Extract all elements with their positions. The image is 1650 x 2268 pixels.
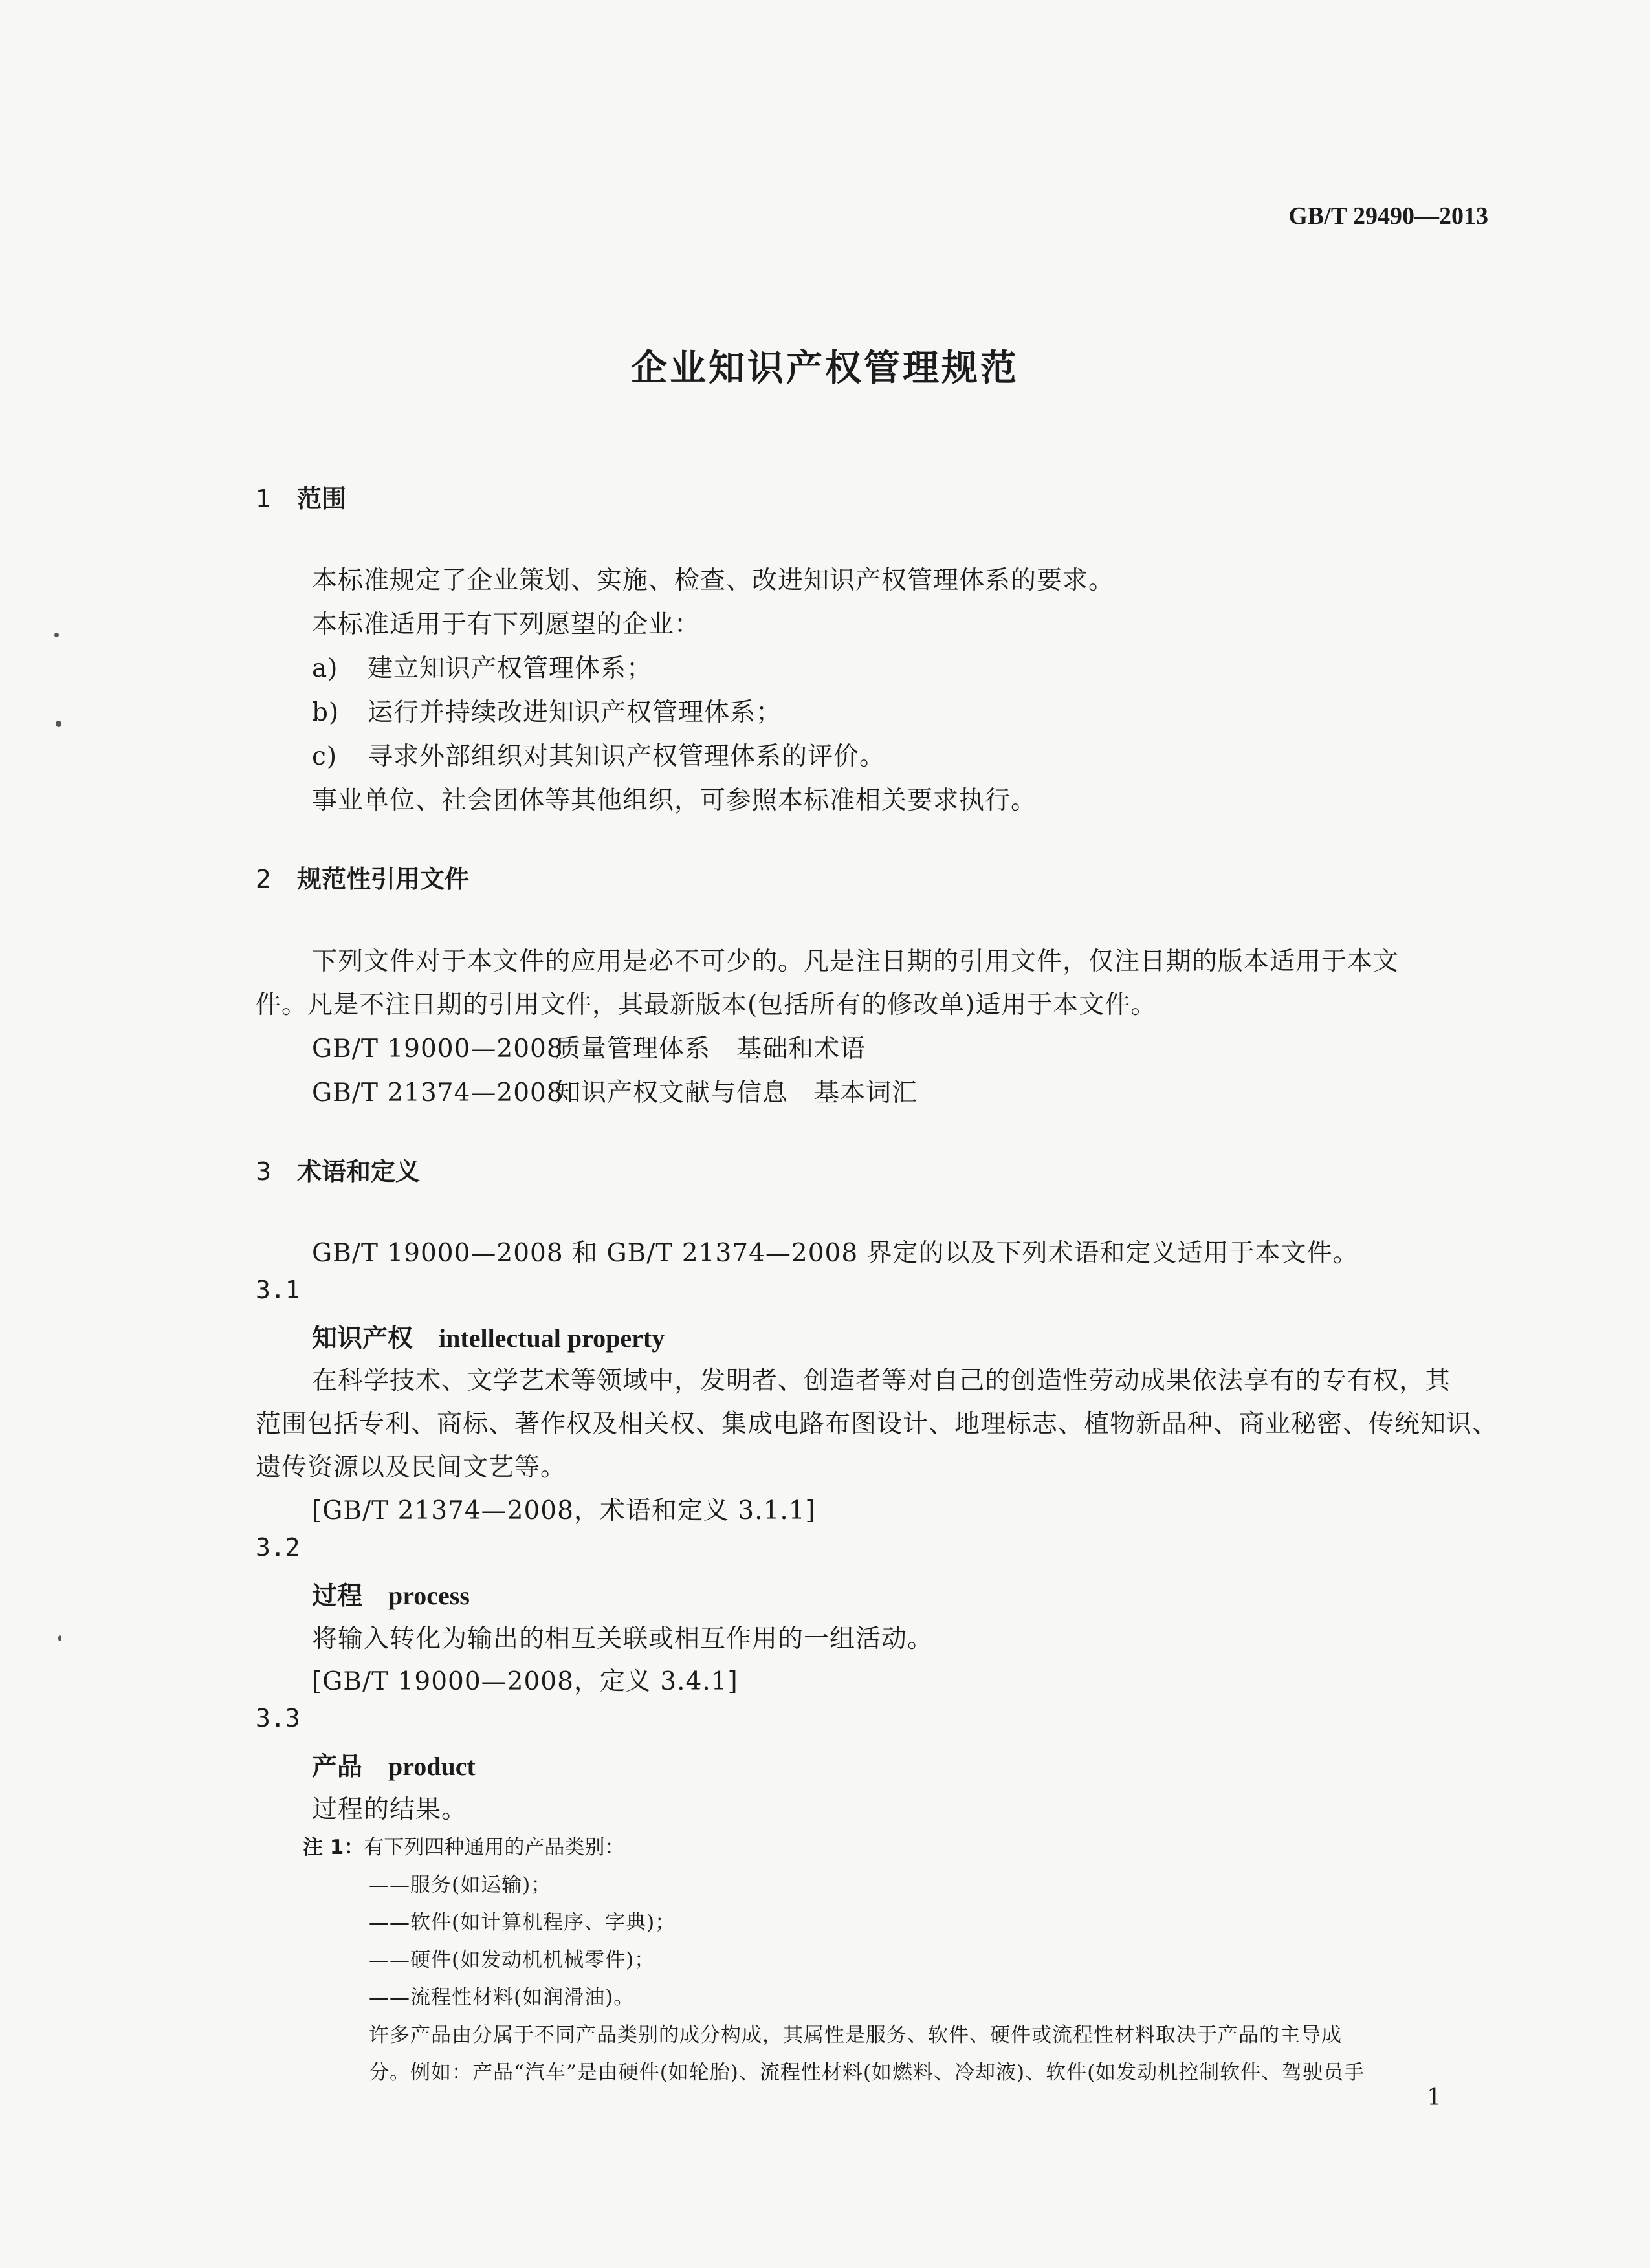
section-number: 2 [256, 865, 272, 893]
term-entry [312, 1576, 470, 1612]
note-intro: 有下列四种通用的产品类别： [364, 1836, 625, 1859]
note-list-item: ——流程性材料(如润滑油)。 [369, 1986, 635, 2009]
paragraph-line: 件。凡是不注日期的引用文件，其最新版本(包括所有的修改单)适用于本文件。 [256, 990, 1157, 1020]
list-item [312, 736, 885, 772]
term-english: process [388, 1581, 470, 1610]
normative-reference [312, 1029, 866, 1065]
definition: 过程的结果。 [312, 1795, 468, 1824]
term-chinese: 过程 [312, 1581, 363, 1611]
section-title: 规范性引用文件 [297, 865, 470, 893]
list-item [312, 648, 652, 684]
term-source: [GB/T 21374—2008，术语和定义 3.1.1] [312, 1496, 816, 1525]
paragraph: 事业单位、社会团体等其他组织，可参照本标准相关要求执行。 [312, 786, 1037, 815]
document-title: 企业知识产权管理规范 [631, 347, 1019, 389]
section-title: 术语和定义 [297, 1157, 421, 1186]
list-item [312, 692, 782, 728]
standard-number: GB/T 29490—2013 [1288, 202, 1488, 230]
note-label: 注 1： [303, 1836, 364, 1859]
list-item-text: 建立知识产权管理体系； [368, 654, 653, 683]
definition-line: 范围包括专利、商标、著作权及相关权、集成电路布图设计、地理标志、植物新品种、商业秘密、传统知识、 [256, 1410, 1499, 1439]
scan-speck [54, 633, 59, 637]
term-english: product [388, 1752, 476, 1781]
note-paragraph-line: 许多产品由分属于不同产品类别的成分构成，其属性是服务、软件、硬件或流程性材料取决于产品的主导成 [369, 2023, 1342, 2047]
reference-title: 知识产权文献与信息 基本词汇 [555, 1078, 918, 1107]
paragraph: GB/T 19000—2008 和 GB/T 21374—2008 界定的以及下列术语和定义适用于本文件。 [312, 1239, 1359, 1268]
scan-speck [58, 1635, 61, 1641]
scan-speck [56, 721, 61, 727]
definition-line: 在科学技术、文学艺术等领域中，发明者、创造者等对自己的创造性劳动成果依法享有的专有权，其 [312, 1366, 1451, 1395]
list-item-text: 寻求外部组织对其知识产权管理体系的评价。 [368, 742, 886, 771]
note-paragraph-line: 分。例如：产品“汽车”是由硬件(如轮胎)、流程性材料(如燃料、冷却液)、软件(如发动机控制软件、驾驶员手 [369, 2061, 1365, 2084]
note-list-item: ——硬件(如发动机机械零件)； [369, 1948, 655, 1972]
clause-number: 3.2 [256, 1533, 300, 1562]
term-chinese: 产品 [312, 1752, 363, 1782]
note-list-item: ——软件(如计算机程序、字典)； [369, 1911, 676, 1934]
paragraph-line: 下列文件对于本文件的应用是必不可少的。凡是注日期的引用文件，仅注日期的版本适用于本文 [312, 947, 1400, 976]
list-item-label: a) [312, 654, 338, 683]
list-item-label: c) [312, 742, 338, 771]
note-heading [303, 1831, 624, 1860]
definition-line: 遗传资源以及民间文艺等。 [256, 1453, 567, 1482]
normative-reference [312, 1073, 918, 1109]
list-item-text: 运行并持续改进知识产权管理体系； [368, 698, 782, 727]
term-english: intellectual property [439, 1324, 665, 1353]
term-entry [312, 1318, 665, 1355]
definition: 将输入转化为输出的相互关联或相互作用的一组活动。 [312, 1624, 934, 1653]
section-heading-3 [256, 1151, 420, 1187]
clause-number: 3.1 [256, 1276, 300, 1304]
section-title: 范围 [297, 485, 347, 513]
list-item-label: b) [312, 698, 340, 727]
section-number: 3 [256, 1157, 272, 1186]
term-chinese: 知识产权 [312, 1324, 413, 1353]
paragraph: 本标准规定了企业策划、实施、检查、改进知识产权管理体系的要求。 [312, 566, 1115, 595]
reference-code: GB/T 21374—2008 [312, 1078, 564, 1107]
note-list-item: ——服务(如运输)； [369, 1873, 552, 1897]
reference-title: 质量管理体系 基础和术语 [555, 1034, 866, 1063]
page-number: 1 [1427, 2084, 1442, 2111]
clause-number: 3.3 [256, 1704, 300, 1732]
paragraph: 本标准适用于有下列愿望的企业： [312, 610, 701, 639]
section-heading-1 [256, 479, 346, 514]
term-source: [GB/T 19000—2008，定义 3.4.1] [312, 1667, 738, 1696]
section-number: 1 [256, 485, 272, 513]
section-heading-2 [256, 859, 469, 895]
reference-code: GB/T 19000—2008 [312, 1034, 564, 1063]
term-entry [312, 1747, 476, 1783]
